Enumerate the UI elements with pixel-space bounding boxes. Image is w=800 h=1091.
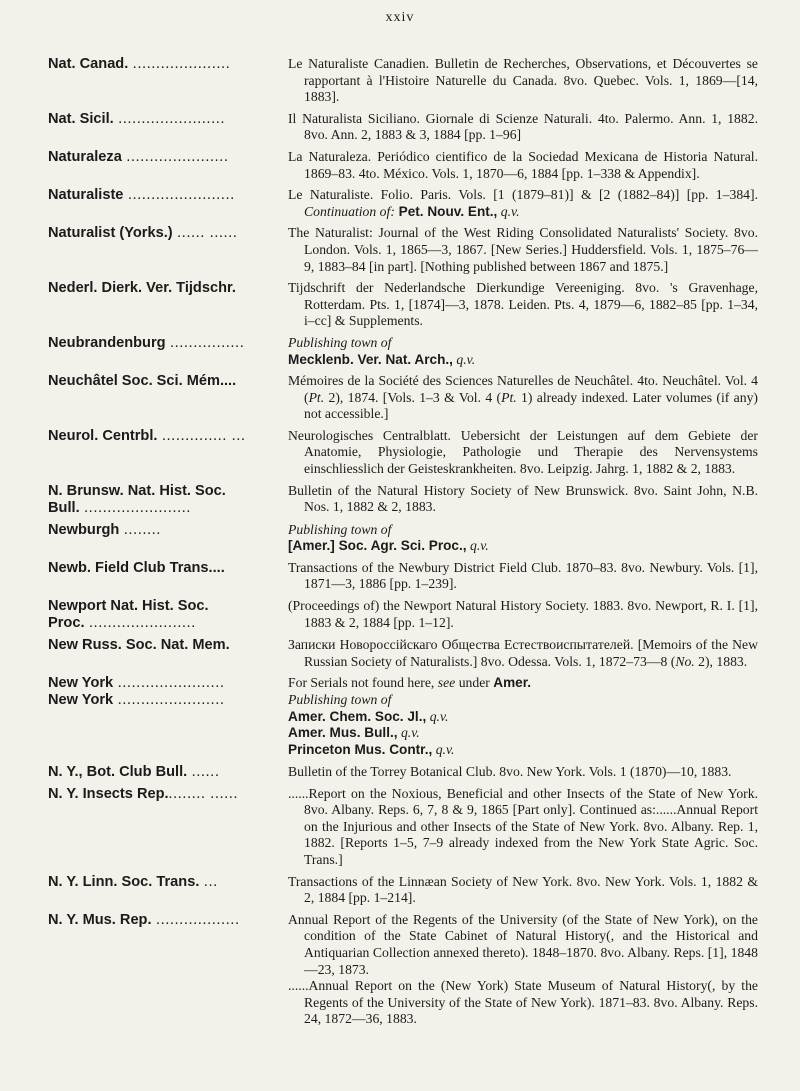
entry-description: ......Report on the Noxious, Beneficial and other Insects of the State of New York. 8vo. Albany. Reps. 6, 7, 8 & 9, 1865 [Part only]. Continued as:......Annual Report on the Injurious and other Insects of the State of New York. 8vo. Albany. Rep. 1, 1882. [Reports 1–5, 7–9 already indexed from the New York State Agric. Soc. Trans.] — [288, 785, 758, 867]
publishing-town-label: Publishing town of — [288, 521, 392, 537]
entry-key: New Russ. Soc. Nat. Mem. — [48, 637, 230, 654]
cross-reference: Mecklenb. Ver. Nat. Arch., — [288, 351, 453, 367]
entry-key-continued: Proc. — [48, 615, 85, 632]
entry-description: (Proceedings of) the Newport Natural History Society. 1883. 8vo. Newport, R. I. [1], 1883 & 2, 1884 [pp. 1–12]. — [288, 598, 758, 630]
entry-key: Neuchâtel Soc. Sci. Mém.... — [48, 373, 237, 390]
entry-description: Bulletin of the Natural History Society of New Brunswick. 8vo. Saint John, N.B. Nos. 1, 1882 & 2, 1883. — [288, 482, 758, 515]
leader-dots: ................ — [165, 334, 245, 351]
list-item — [48, 675, 758, 692]
publishing-town-label: Publishing town of — [288, 692, 392, 708]
entry-key: New York — [48, 675, 114, 692]
entry-description — [288, 637, 758, 670]
leader-dots: .............. ... — [157, 427, 246, 444]
entry-description-continued: ......Annual Report on the (New York) State Museum of Natural History(, by the Regents of the University of the State of New York). 1871–83. 8vo. Albany. Reps. 24, 1872—36, 1883. — [288, 978, 758, 1027]
leader-dots: ... — [199, 873, 218, 890]
entry-description: Transactions of the Newbury District Field Club. 1870–83. 8vo. Newbury. Vols. [1], 1871—3, 1886 [pp. 1–239]. — [288, 559, 758, 592]
entry-description: Il Naturalista Siciliano. Giornale di Scienze Naturali. 4to. Palermo. Ann. 1, 1882. 8vo. Ann. 2, 1883 & 3, 1884 [pp. 1–96] — [288, 110, 758, 143]
description-text: For Serials not found here, — [288, 675, 438, 691]
entry-description: Annual Report of the Regents of the University (of the State of New York), on the condition of the State Cabinet of Natural History(, and the Historical and Antiquarian Collection annexed thereto). 1848–1870. 8vo. Albany. Reps. [1], 1848—23, 1873. — [288, 911, 758, 977]
leader-dots: .................. — [151, 911, 240, 928]
list-item — [48, 225, 758, 275]
description-text: 2), 1874. [Vols. 1–3 & Vol. 4 ( — [324, 389, 502, 405]
list-item — [48, 786, 758, 869]
list-item — [48, 149, 758, 182]
cross-reference: Princeton Mus. Contr., — [288, 742, 433, 757]
entry-key: Neubrandenburg — [48, 334, 166, 351]
cross-reference: Amer. — [493, 675, 532, 691]
description-text: Mémoires de la Société des Sciences Naturelles de Neuchâtel. 4to. Neuchâtel. Vol. 4 ( — [288, 373, 758, 405]
leader-dots: ....................... — [84, 615, 197, 632]
cross-reference: Amer. Mus. Bull., — [288, 725, 398, 741]
leader-dots: ........ — [119, 521, 162, 538]
part-abbrev: Pt. — [501, 389, 517, 405]
leader-dots: ....................... — [79, 499, 192, 516]
entry-description: The Naturalist: Journal of the West Riding Consolidated Naturalists' Society. 8vo. London. Vols. 1, 1865—3, 1867. [New Series.] Huddersfield. Vols. 1, 1875–76—9, 1883–84 [in part]. [Nothing published between 1867 and 1875.] — [288, 225, 758, 274]
number-abbrev: No. — [675, 653, 695, 669]
entry-key: N. Y. Insects Rep. — [48, 785, 169, 802]
entry-key: Naturaliste — [48, 187, 124, 204]
see-label: see — [437, 675, 456, 691]
description-text: 2), 1883. — [694, 653, 748, 669]
entry-description — [288, 675, 758, 692]
entry-description: Transactions of the Linnæan Society of New York. 8vo. New York. Vols. 1, 1882 & 2, 1884 [pp. 1–214]. — [288, 873, 758, 906]
entry-description: Tijdschrift der Nederlandsche Dierkundige Vereeniging. 8vo. 's Gravenhage, Rotterdam. Pts. 1, [1874]—3, 1878. Leiden. Pts. 4, 1879—6, 1882–85 [pp. 1–34, i–cc] & Supplements. — [288, 280, 758, 329]
description-text: 1) already indexed. Later volumes (if any) not accessible.] — [304, 389, 758, 422]
entry-description — [288, 373, 758, 423]
publishing-town-label: Publishing town of — [288, 334, 392, 350]
qv-label: q.v. — [426, 708, 449, 724]
entry-key: Nat. Sicil. — [48, 110, 114, 127]
entry-key-continued: Bull. — [48, 499, 80, 516]
entry-description: La Naturaleza. Periódico cientifico de la Sociedad Mexicana de Historia Natural. 1869–83. 4to. México. Vols. 1, 1870—6, 1884 [pp. 1–338 & Appendix]. — [288, 148, 758, 181]
entry-key: New York — [48, 692, 114, 709]
cross-reference: Pet. Nouv. Ent., — [394, 203, 498, 219]
entry-key: Newport Nat. Hist. Soc. — [48, 598, 209, 615]
description-text: under — [455, 675, 494, 691]
list-item — [48, 280, 758, 330]
list-item — [48, 111, 758, 144]
cross-reference-line — [288, 725, 758, 742]
leader-dots: ...................... — [121, 148, 229, 165]
cross-reference: Amer. Chem. Soc. Jl., — [288, 708, 427, 724]
qv-label: q.v. — [397, 725, 420, 741]
continuation-label: Continuation of: — [304, 203, 395, 219]
list-item — [48, 560, 758, 593]
cross-reference-line — [288, 742, 758, 759]
entry-key: N. Brunsw. Nat. Hist. Soc. — [48, 482, 226, 499]
entry-description — [288, 187, 758, 220]
description-text: Записки Новороссійскаго Общества Естествоиспытателей. [Memoirs of the New Russian Society of Naturalists.] 8vo. Odessa. Vols. 1, 1872–73—8 ( — [288, 637, 758, 669]
list-item — [48, 428, 758, 478]
list-item — [48, 522, 758, 555]
list-item — [48, 56, 758, 106]
leader-dots: ....................... — [123, 187, 235, 204]
qv-label: q.v. — [452, 351, 476, 367]
leader-dots: ....................... — [113, 110, 226, 127]
qv-label: q.v. — [466, 538, 489, 554]
leader-dots: ....................... — [113, 675, 225, 692]
leader-dots: ...... ...... — [172, 225, 238, 242]
entry-key: Neurol. Centrbl. — [48, 427, 158, 444]
cross-reference-line — [288, 352, 758, 369]
cross-reference-line — [288, 538, 758, 555]
entry-description: Le Naturaliste Canadien. Bulletin de Recherches, Observations, et Découvertes se rapportant à l'Histoire Naturelle du Canada. 8vo. Quebec. Vols. 1, 1869—[14, 1883]. — [288, 56, 758, 105]
entry-key: N. Y. Mus. Rep. — [48, 911, 152, 928]
entry-list — [48, 56, 758, 1028]
leader-dots: ........ ...... — [168, 785, 239, 802]
entry-key: Naturaleza — [48, 148, 122, 165]
qv-label: q.v. — [432, 742, 455, 757]
list-item — [48, 483, 758, 517]
entry-description: Bulletin of the Torrey Botanical Club. 8vo. New York. Vols. 1 (1870)—10, 1883. — [288, 763, 732, 779]
description-text: Le Naturaliste. Folio. Paris. Vols. [1 (1879–81)] & [2 (1882–84)] [pp. 1–384]. — [288, 187, 758, 203]
list-item — [48, 598, 758, 632]
entry-key: Nat. Canad. — [48, 56, 129, 72]
cross-reference: [Amer.] Soc. Agr. Sci. Proc., — [288, 538, 467, 554]
part-abbrev: Pt. — [308, 389, 325, 405]
qv-label: q.v. — [497, 203, 520, 219]
entry-key: Newburgh — [48, 521, 120, 538]
entry-key: Nederl. Dierk. Ver. Tijdschr. — [48, 280, 236, 297]
entry-key: Naturalist (Yorks.) — [48, 225, 173, 242]
cross-reference-line — [288, 709, 758, 726]
leader-dots: ..................... — [128, 56, 231, 72]
list-item — [48, 874, 758, 907]
entry-description: Neurologisches Centralblatt. Uebersicht der Leistungen auf dem Gebiete der Anatomie, Physiologie, Pathologie und Therapie des Nervensystems einschliesslich der Geisteskrankheiten. 8vo. Leipzig. Jahrg. 1, 1882 & 2, 1883. — [288, 427, 758, 477]
leader-dots: ....................... — [113, 692, 225, 709]
list-item — [48, 637, 758, 670]
list-item — [48, 335, 758, 368]
leader-dots: ...... — [187, 763, 220, 780]
list-item — [48, 912, 758, 1028]
entry-key: N. Y. Linn. Soc. Trans. — [48, 873, 200, 890]
page-number: xxiv — [385, 10, 415, 25]
entry-key: Newb. Field Club Trans.... — [48, 559, 225, 576]
entry-key: N. Y., Bot. Club Bull. — [48, 763, 188, 780]
list-item — [48, 373, 758, 423]
list-item — [48, 692, 758, 758]
list-item — [48, 187, 758, 220]
list-item — [48, 764, 758, 781]
